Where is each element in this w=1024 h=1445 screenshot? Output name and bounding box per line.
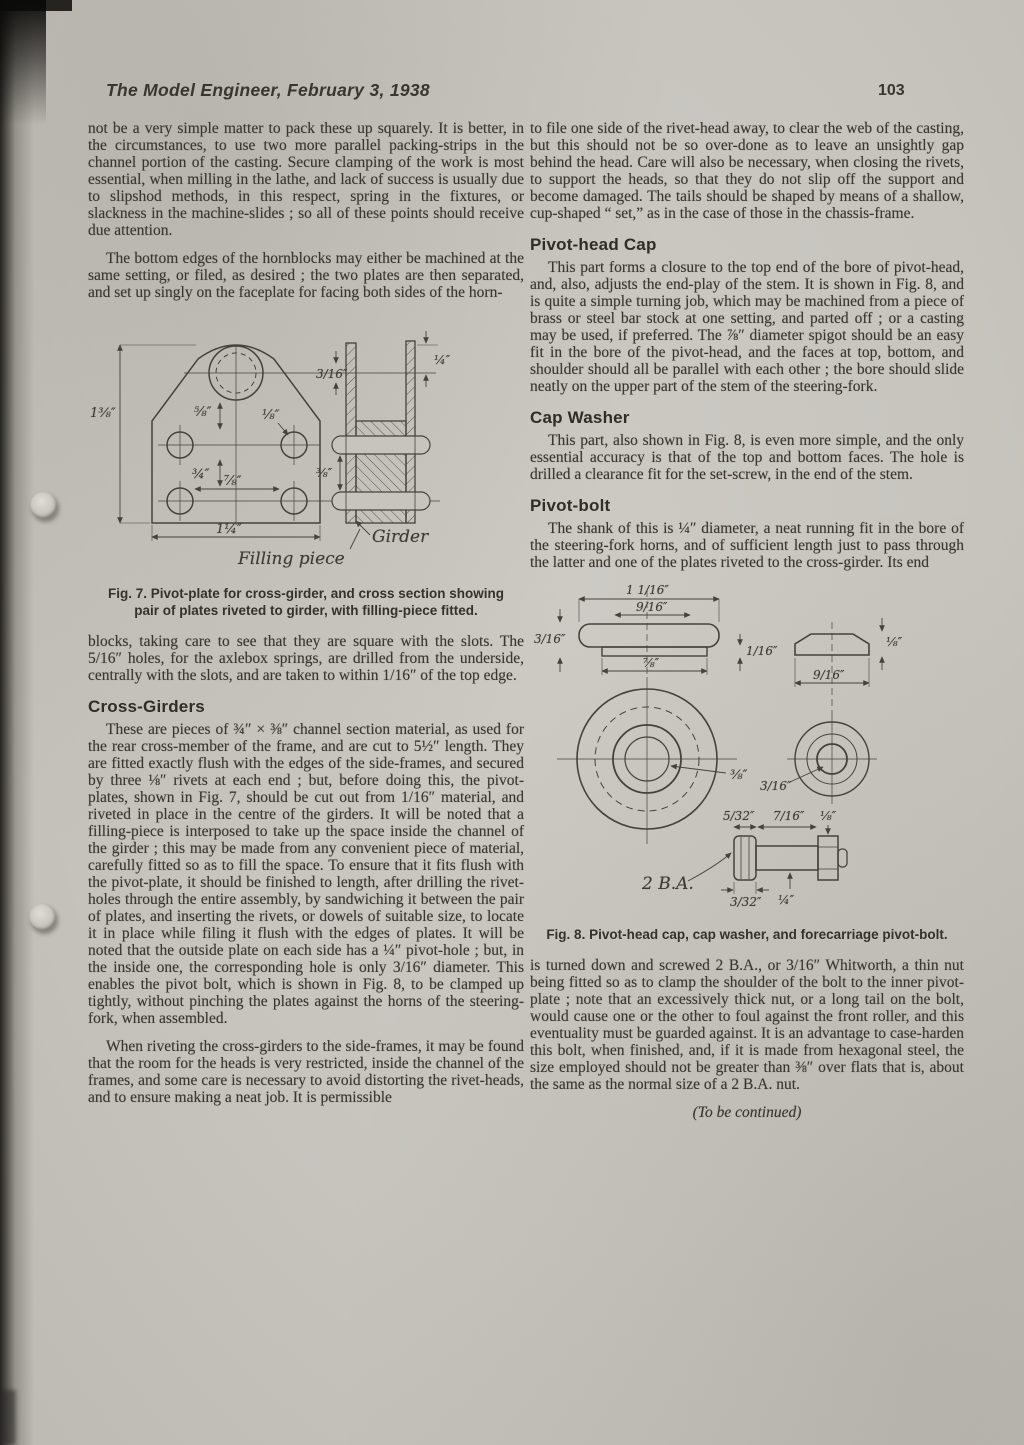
fig7-dim-plate-thickness: 3/16″ [316, 367, 348, 381]
paragraph-turned: is turned down and screwed 2 B.A., or 3/16″ Whitworth, a thin nut being fitted so as to clamp the shoulder of the bolt to the inner pivot-plate ; note that an excessively thick nut, or a long tail on the bolt, would cause one or the other to foul against the front roller, and this eventuality must be guarded against. It is an advantage to case-harden this bolt, when finished, and, if it is made from hexagonal steel, the size employed should not be greater than ⅜″ over flats that is, about the same as the normal size of a 2 B.A. nut. [530, 957, 964, 1093]
figure-8 [530, 582, 964, 943]
binding-shadow [0, 0, 34, 1445]
fig8-dim-cap-outer-dia: 1 1/16″ [626, 583, 669, 597]
fig8-dim-cap-bore: 9/16″ [636, 600, 668, 614]
fig8-bolt-view [734, 836, 847, 880]
fig8-caption: Fig. 8. Pivot-head cap, cap washer, and forecarriage pivot-bolt. [546, 927, 948, 942]
fig7-label-girder: Girder [372, 527, 429, 547]
paragraph-riveting: When riveting the cross-girders to the side-frames, it may be found that the room for the heads is very restricted, inside the channel of the frames, and some care is necessary to avoid distorting the rivet-heads, and to ensure making a neat job. It is permissible [88, 1038, 524, 1106]
fig8-dim-washer-thickness: ⅛″ [886, 635, 903, 649]
fig7-dim-hole-span: ⅞″ [224, 474, 242, 489]
fig7-dim-channel-depth: ⅜″ [316, 466, 333, 480]
paragraph-blocks: blocks, taking care to see that they are square with the slots. The 5/16″ holes, for the axlebox springs, are drilled from the underside, centrally with the slots, and are taken to within 1/16″ of the top edge. [88, 633, 524, 684]
top-edge-shadow [0, 0, 72, 11]
fig7-dim-top-hole-pitch: ⅝″ [194, 405, 212, 420]
to-be-continued: (To be continued) [692, 1104, 802, 1121]
fig8-dim-bolt-head-thickness: ⅛″ [820, 809, 837, 823]
right-column [530, 120, 964, 1132]
fig7-drawing [88, 317, 524, 575]
fig8-dim-washer-hole: 3/16″ [760, 779, 792, 793]
fig7-dim-lower-hole-pitch: ¾″ [192, 467, 210, 482]
journal-title: The Model Engineer, February 3, 1938 [106, 80, 430, 100]
fig8-dim-washer-dia: 9/16″ [813, 668, 845, 682]
fig8-washer-views [787, 622, 877, 804]
fig7-dimension-lines [120, 345, 320, 541]
figure-7 [88, 317, 524, 619]
bottom-edge-smudge [0, 1390, 16, 1445]
fig8-dim-bolt-dia: ¼″ [778, 893, 795, 907]
paragraph-packing: not be a very simple matter to pack these up squarely. It is better, in the circumstances, to use two more parallel packing-strips in the channel portion of the casting. Secure clamping of the work is most essential, when milling in the lathe, and lack of success is usually due to slipshod methods, in this respect, spring in the fixtures, or slackness in the machine-slides ; so all of these points should receive due attention. [88, 120, 524, 239]
fig7-caption: Fig. 7. Pivot-plate for cross-girder, and cross section showing pair of plates riveted to girder, with filling-piece fitted. [107, 586, 505, 618]
fig8-dim-cap-height: 3/16″ [534, 632, 566, 646]
fig8-dim-bolt-tail: 3/32″ [730, 895, 762, 909]
fig8-drawing [530, 582, 964, 916]
fig8-dim-bolt-thread-length: 5/32″ [723, 809, 755, 823]
paragraph-pivot-bolt: The shank of this is ¼″ diameter, a neat running fit in the bore of the steering-fork horns, and of sufficient length just to pass through the latter and one of the plates riveted to the cross-girder. Its end [530, 520, 964, 571]
left-column [88, 120, 524, 1117]
fig7-dim-flange-width: ¼″ [434, 353, 451, 367]
fig8-dim-cap-hole: ⅜″ [730, 768, 748, 783]
heading-pivot-head-cap: Pivot-head Cap [530, 235, 657, 254]
paragraph-cap-washer: This part, also shown in Fig. 8, is even more simple, and the only essential accuracy is that of the top and bottom faces. The hole is drilled a clearance fit for the set-screw, in the end of the stem. [530, 432, 964, 483]
paragraph-file: to file one side of the rivet-head away, to clear the web of the casting, but this should not be so over-done as to leave an unsightly gap behind the head. Care will also be necessary, when closing the rivets, to support the heads, so that they do not slip off the support and become damaged. The tails should be shaped by means of a shallow, cup-shaped “ set,” as in the case of those in the chassis-frame. [530, 120, 964, 222]
heading-pivot-bolt: Pivot-bolt [530, 496, 611, 515]
fig8-dim-spigot-step: 1/16″ [746, 644, 778, 658]
page-corner-shadow [0, 0, 46, 125]
fig7-label-filling-piece: Filling piece [238, 549, 345, 569]
punch-hole-top [30, 492, 57, 519]
fig7-dim-small-hole-dia: ⅛″ [262, 408, 280, 423]
fig7-dim-overall-width: 1¼″ [216, 522, 242, 537]
fig7-dim-overall-height: 1⅜″ [90, 406, 116, 421]
fig8-label-bolt-thread: 2 B.A. [642, 874, 694, 894]
heading-cross-girders: Cross-Girders [88, 697, 205, 716]
paragraph-cross-girders: These are pieces of ¾″ × ⅜″ channel section material, as used for the rear cross-member of the frame, and are cut to 5½″ length. They are fitted exactly flush with the edges of the side-frames, and secured by three ⅛″ rivets at each end ; but, before doing this, the pivot-plates, shown in Fig. 7, should be cut out from 1/16″ material, and riveted in place in the centre of the girders. It will be noted that a filling-piece is interposed to take up the space inside the channel of the girder ; this may be made from any convenient piece of material, carefully fitted so as to fill the space. To ensure that it fits flush with the pivot-plate, it should be finished to length, after drilling the rivet-holes through the entire assembly, by sandwiching it between the pair of plates, and inserting the rivets, or dowels of suitable size, to locate it in place while filing it flush with the edges of plates. It will be noted that the outside plate on each side has a ¼″ pivot-hole ; but, in the inside one, the corresponding hole is only 3/16″ diameter. This enables the pivot bolt, which is shown in Fig. 8, to be clamped up tightly, without pinching the plates against the horns of the steering-fork, when assembled. [88, 721, 524, 1027]
fig8-dim-bolt-shank-length: 7/16″ [773, 809, 805, 823]
fig8-dim-spigot-dia: ⅞″ [643, 656, 660, 670]
fig8-cap-plan-view [557, 677, 737, 844]
heading-cap-washer: Cap Washer [530, 408, 630, 427]
fig8-bolt-dim-lines [688, 825, 828, 894]
paragraph-hornblocks: The bottom edges of the hornblocks may either be machined at the same setting, or filed, as desired ; the two plates are then separated, and set up singly on the faceplate for facing both sides of the horn- [88, 250, 524, 301]
paragraph-pivot-head-cap: This part forms a closure to the top end of the bore of pivot-head, and, also, adjusts the end-play of the stem. It is shown in Fig. 8, and is quite a simple turning job, which may be machined from a piece of brass or steel bar stock at one setting, and parted off ; or a casting may be used, if preferred. The ⅞″ diameter spigot should be an easy fit in the bore of the pivot-head, and the faces at top, bottom, and shoulder should all be parallel with each other ; the bore should slide neatly on the upper part of the stem of the steering-fork. [530, 259, 964, 395]
punch-hole-bottom [29, 904, 56, 931]
page-number: 103 [878, 82, 905, 99]
